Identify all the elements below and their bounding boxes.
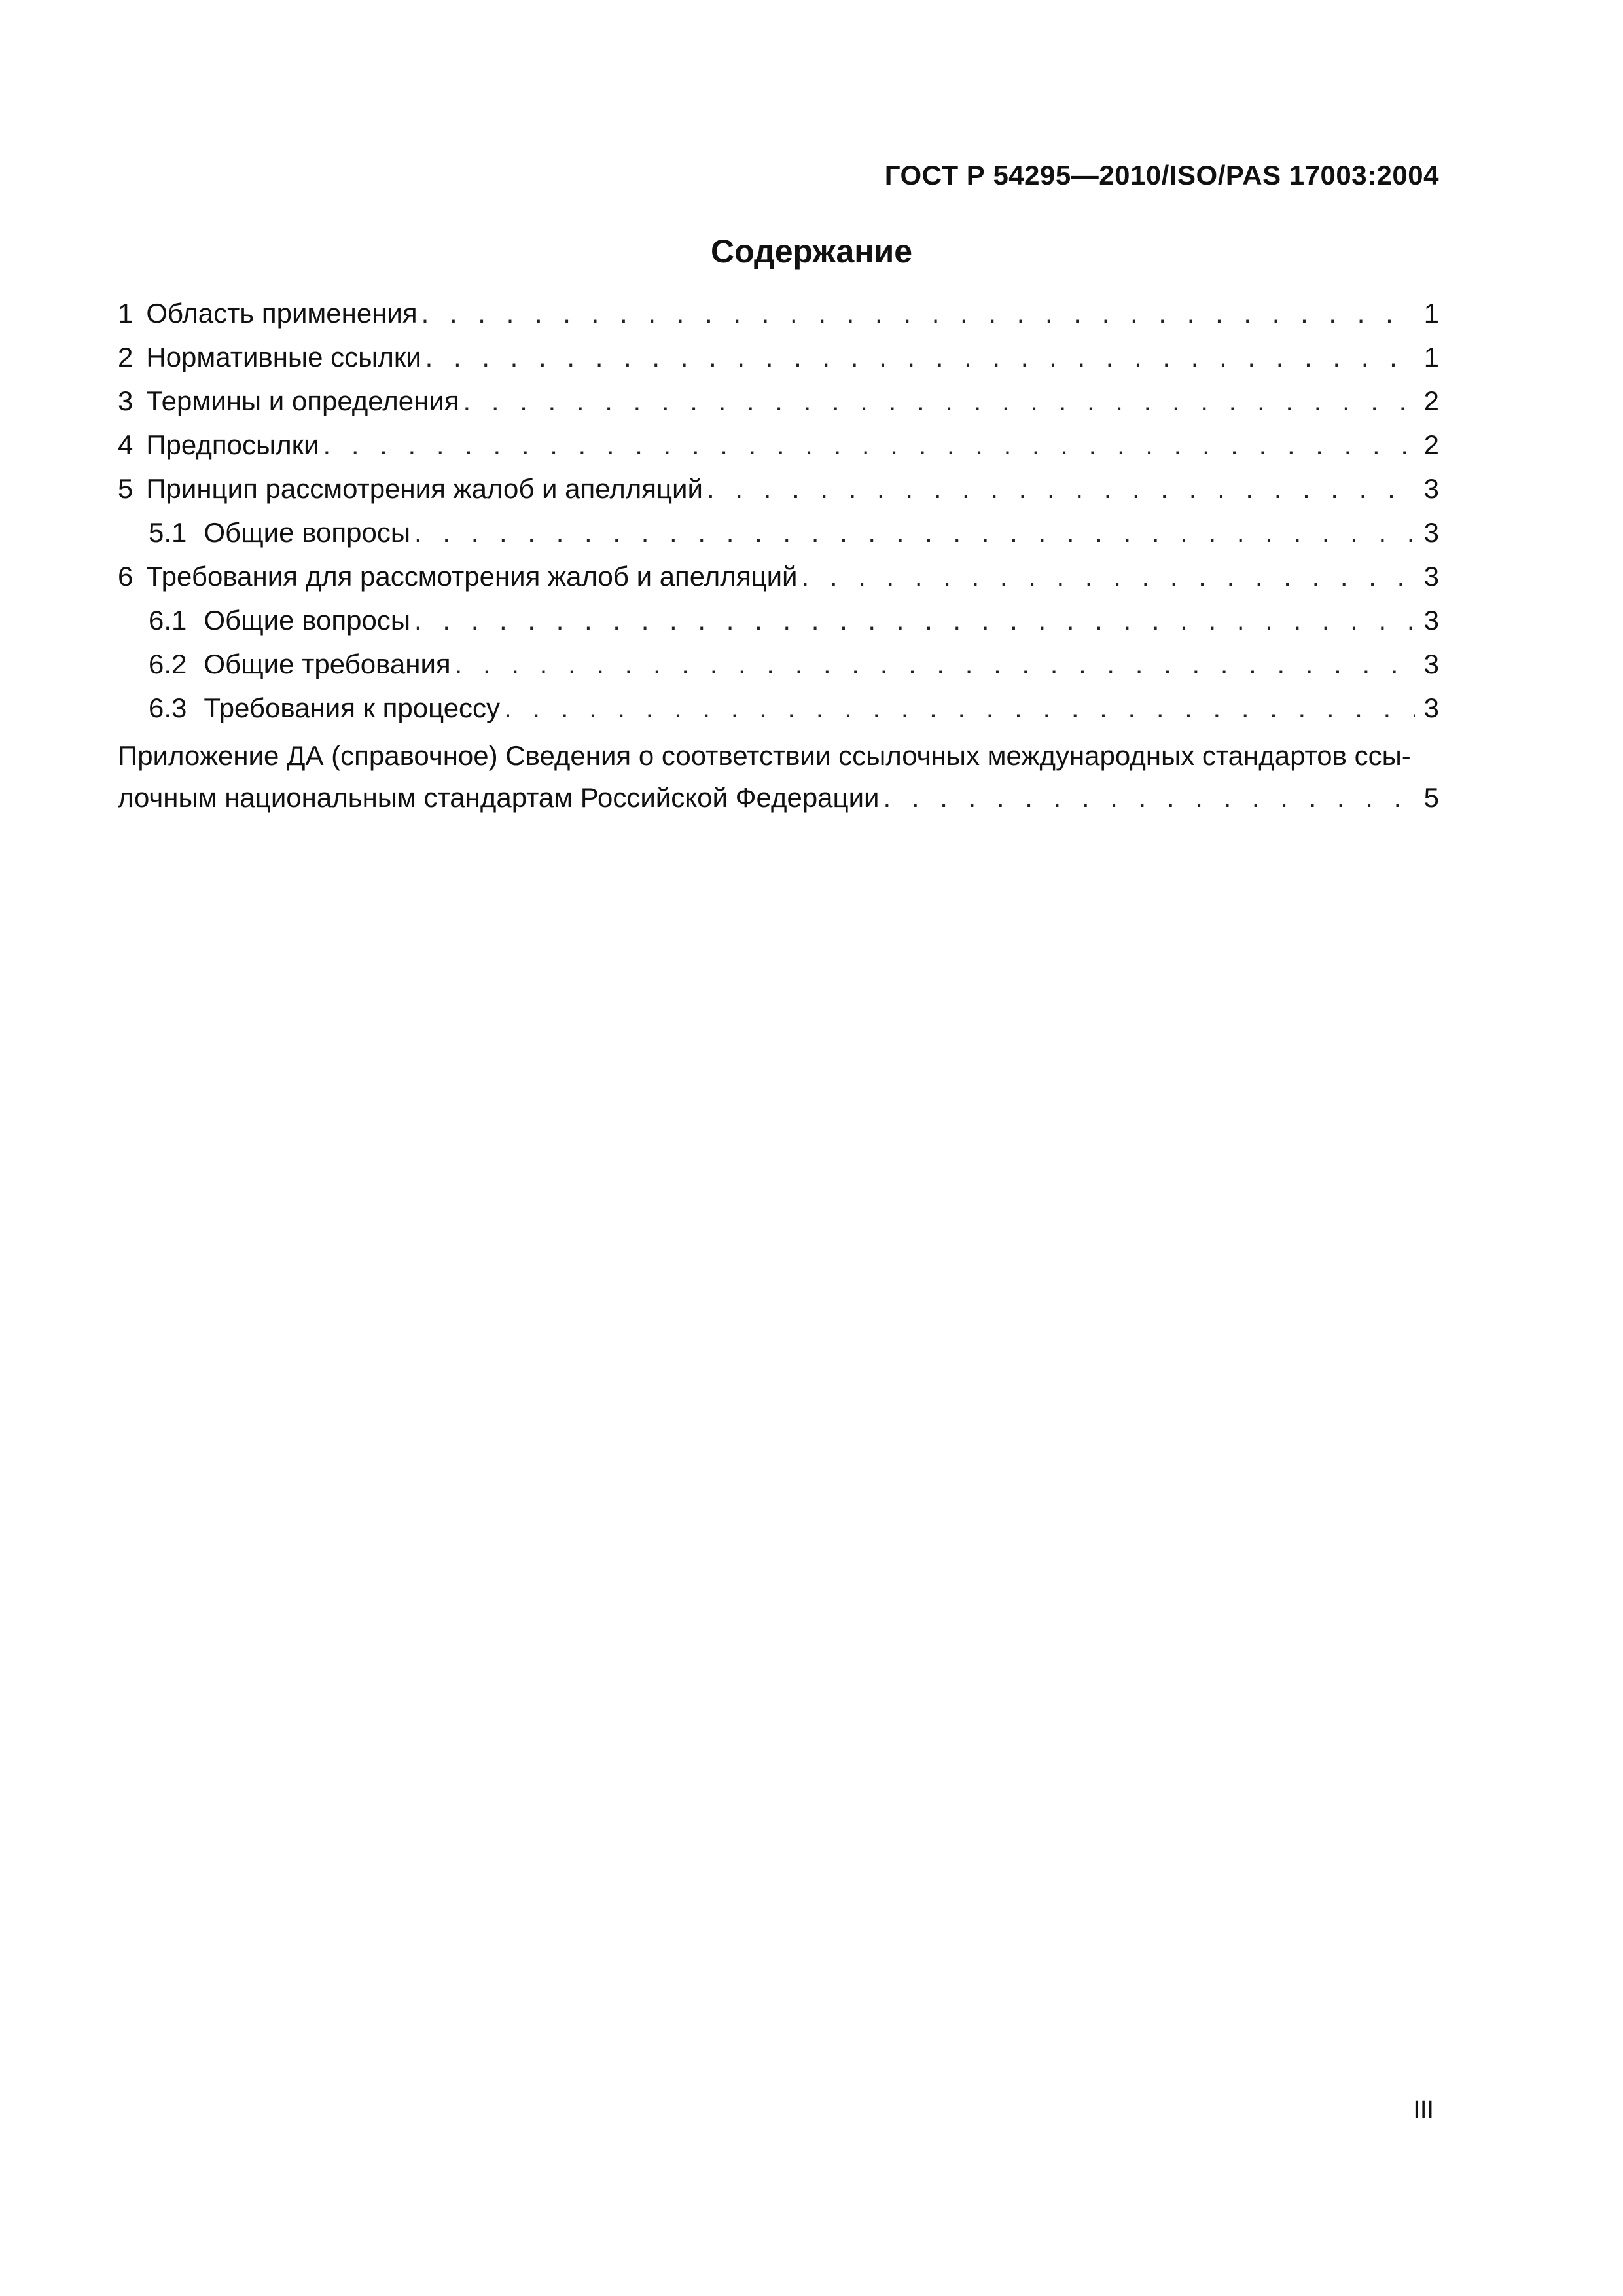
toc-title: Содержание [710, 233, 913, 270]
document-code-header: ГОСТ Р 54295—2010/ISO/PAS 17003:2004 [884, 160, 1439, 190]
toc-entry-number: 5.1 [149, 517, 187, 548]
toc-entry[interactable] [118, 298, 1439, 342]
toc-subentry[interactable] [118, 605, 1439, 649]
toc-appendix-line2-row [118, 782, 1439, 824]
toc-entry[interactable] [118, 429, 1439, 473]
toc-entry-label: Нормативные ссылки [146, 342, 421, 372]
toc-subentry[interactable] [118, 692, 1439, 736]
toc-entry-label: Термины и определения [146, 386, 459, 416]
toc-entry-page: 3 [1423, 561, 1439, 592]
toc-dot-leader [883, 782, 1415, 814]
toc-entry-page: 3 [1423, 649, 1439, 679]
toc-entry-label: Общие вопросы [204, 605, 411, 636]
toc-entry-label: Предпосылки [146, 429, 319, 460]
toc-subentry[interactable] [118, 649, 1439, 692]
toc-entry-page: 3 [1423, 692, 1439, 723]
toc-dot-leader [421, 298, 1415, 329]
toc-entry-number: 6.1 [149, 605, 187, 636]
toc-entry[interactable] [118, 561, 1439, 605]
toc-dot-leader [504, 692, 1415, 724]
toc-appendix-entry[interactable] [118, 740, 1439, 824]
toc-entry[interactable] [118, 342, 1439, 386]
toc-entry-label: Принцип рассмотрения жалоб и апелляций [146, 473, 703, 504]
toc-entry-number: 6.2 [149, 649, 187, 679]
toc-entry-page: 3 [1423, 517, 1439, 548]
toc-dot-leader [323, 429, 1414, 461]
toc-appendix-page: 5 [1423, 782, 1439, 813]
toc-entry[interactable] [118, 473, 1439, 517]
toc-entry-number: 5 [118, 473, 134, 504]
toc-dot-leader [463, 386, 1415, 417]
toc-entry-page: 2 [1423, 386, 1439, 416]
page-number: III [1413, 2096, 1434, 2124]
toc-entry-label: Область применения [146, 298, 418, 329]
table-of-contents [118, 298, 1439, 824]
toc-entry-number: 3 [118, 386, 134, 416]
toc-dot-leader [414, 605, 1415, 636]
toc-dot-leader [425, 342, 1415, 373]
toc-dot-leader [707, 473, 1415, 505]
toc-entry-page: 1 [1423, 298, 1439, 329]
toc-entry-number: 2 [118, 342, 134, 372]
toc-entry-page: 2 [1423, 429, 1439, 460]
toc-entry-label: Требования к процессу [204, 692, 501, 723]
toc-dot-leader [455, 649, 1415, 680]
toc-dot-leader [802, 561, 1415, 592]
toc-entry-page: 3 [1423, 605, 1439, 636]
toc-entry-label: Общие вопросы [204, 517, 411, 548]
toc-entry-number: 6 [118, 561, 134, 592]
toc-appendix-line2: лочным национальным стандартам Российской Федерации [118, 782, 880, 813]
toc-subentry[interactable] [118, 517, 1439, 561]
toc-entry[interactable] [118, 386, 1439, 429]
toc-appendix-line1: Приложение ДА (справочное) Сведения о соответствии ссылочных международных стандартов ссы- [118, 740, 1411, 771]
toc-entry-number: 6.3 [149, 692, 187, 723]
toc-entry-number: 4 [118, 429, 134, 460]
toc-entry-number: 1 [118, 298, 134, 329]
toc-entry-page: 1 [1423, 342, 1439, 372]
toc-dot-leader [414, 517, 1415, 548]
toc-entry-label: Общие требования [204, 649, 451, 679]
toc-entry-page: 3 [1423, 473, 1439, 504]
toc-entry-label: Требования для рассмотрения жалоб и апелляций [146, 561, 798, 592]
